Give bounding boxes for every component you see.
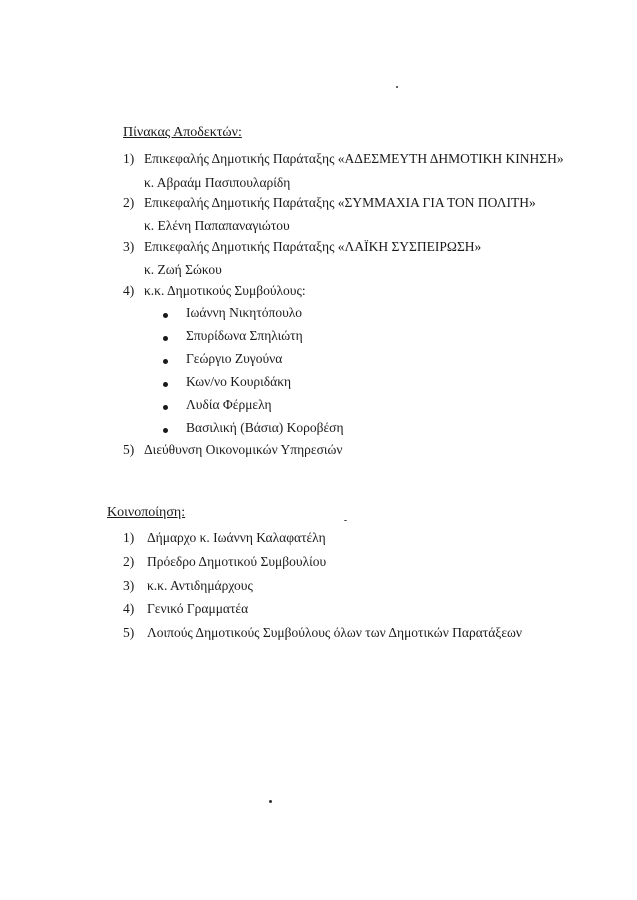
- scan-mark: [396, 86, 398, 88]
- scan-mark: [344, 520, 347, 521]
- cc-line: Δήμαρχο κ. Ιωάννη Καλαφατέλη: [147, 530, 326, 545]
- council-member-name: Κων/νο Κουριδάκη: [186, 374, 292, 389]
- recipient-sub: κ. Ελένη Παπαπαναγιώτου: [144, 218, 290, 233]
- cc-number: 5): [123, 625, 135, 640]
- cc-line: Λοιπούς Δημοτικούς Συμβούλους όλων των Δημοτικών Παρατάξεων: [147, 625, 522, 640]
- bullet-dot: [163, 313, 168, 318]
- recipient-line: Διεύθυνση Οικονομικών Υπηρεσιών: [144, 442, 343, 457]
- recipient-line: Επικεφαλής Δημοτικής Παράταξης «ΛΑΪΚΗ ΣΥΣΠΕΙΡΩΣΗ»: [144, 239, 482, 254]
- recipient-number: 2): [123, 195, 135, 210]
- cc-title: Κοινοποίηση:: [107, 505, 186, 520]
- recipients-title: Πίνακας Αποδεκτών:: [123, 125, 242, 140]
- cc-line: κ.κ. Αντιδημάρχους: [147, 578, 253, 593]
- recipient-line: Επικεφαλής Δημοτικής Παράταξης «ΣΥΜΜΑΧΙΑ ΓΙΑ ΤΟΝ ΠΟΛΙΤΗ»: [144, 195, 536, 210]
- council-member-name: Σπυρίδωνα Σπηλιώτη: [186, 328, 303, 343]
- recipient-sub: κ. Ζωή Σώκου: [144, 262, 222, 277]
- recipient-number: 5): [123, 442, 135, 457]
- recipient-line: κ.κ. Δημοτικούς Συμβούλους:: [144, 283, 306, 298]
- council-member-name: Βασιλική (Βάσια) Κοροβέση: [186, 420, 344, 435]
- bullet-dot: [163, 405, 168, 410]
- bullet-dot: [163, 359, 168, 364]
- cc-line: Πρόεδρο Δημοτικού Συμβουλίου: [147, 554, 327, 569]
- cc-number: 1): [123, 530, 135, 545]
- council-member-name: Ιωάννη Νικητόπουλο: [186, 305, 303, 320]
- recipient-line: Επικεφαλής Δημοτικής Παράταξης «ΑΔΕΣΜΕΥΤΗ ΔΗΜΟΤΙΚΗ ΚΙΝΗΣΗ»: [144, 151, 564, 166]
- bullet-dot: [163, 336, 168, 341]
- cc-number: 2): [123, 554, 135, 569]
- recipient-number: 1): [123, 151, 135, 166]
- recipient-number: 4): [123, 283, 135, 298]
- cc-line: Γενικό Γραμματέα: [147, 601, 249, 616]
- bullet-dot: [163, 428, 168, 433]
- cc-number: 3): [123, 578, 135, 593]
- council-member-name: Λυδία Φέρμελη: [186, 397, 272, 412]
- scan-mark: [269, 800, 272, 803]
- recipient-number: 3): [123, 239, 135, 254]
- cc-number: 4): [123, 601, 135, 616]
- recipient-sub: κ. Αβραάμ Πασιπουλαρίδη: [144, 175, 291, 190]
- council-member-name: Γεώργιο Ζυγούνα: [186, 351, 283, 366]
- bullet-dot: [163, 382, 168, 387]
